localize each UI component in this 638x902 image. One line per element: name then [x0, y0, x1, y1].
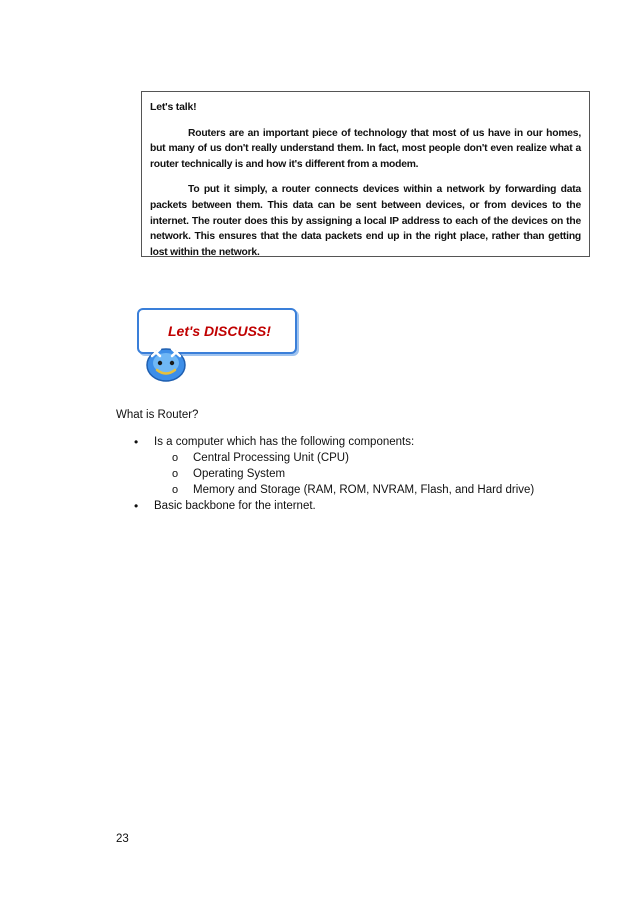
list-item-text: Is a computer which has the following components: — [154, 436, 415, 448]
sub-bullet-marker: o — [172, 484, 179, 496]
list-item-text: Basic backbone for the internet. — [154, 500, 316, 512]
sub-list-item — [116, 466, 566, 482]
robot-face-icon — [144, 343, 188, 383]
sub-list-item-text: Memory and Storage (RAM, ROM, NVRAM, Flash, and Hard drive) — [193, 484, 535, 496]
sub-list-item-text: Operating System — [193, 468, 286, 480]
talk-paragraph: Routers are an important piece of technology that most of us have in our homes, but many of us don't really understand them. In fact, most people don't even realize what a router technically is and how it's different from a modem. — [150, 127, 581, 170]
sub-list-item-text: Central Processing Unit (CPU) — [193, 452, 349, 464]
sub-bullet-marker: o — [172, 452, 179, 464]
bullet-marker: • — [134, 499, 139, 513]
talk-box-title: Let's talk! — [150, 101, 197, 113]
lets-talk-box — [141, 91, 590, 257]
bullet-list — [116, 434, 566, 514]
sub-list-item — [116, 450, 566, 466]
page-number: 23 — [116, 833, 129, 845]
bullet-marker: • — [134, 435, 139, 449]
list-item — [116, 498, 566, 514]
discuss-label: Let's DISCUSS! — [168, 323, 271, 339]
sub-list-item — [116, 482, 566, 498]
list-item — [116, 434, 566, 450]
sub-bullet-marker: o — [172, 468, 179, 480]
section-question: What is Router? — [116, 409, 199, 421]
talk-paragraph: To put it simply, a router connects devices within a network by forwarding data packets between them. This data can be sent between devices, or from devices to the internet. The router does this by assigning a local IP address to each of the devices on the network. This ensures that the data packets end up in the right place, rather than getting lost within the network. — [150, 184, 581, 258]
